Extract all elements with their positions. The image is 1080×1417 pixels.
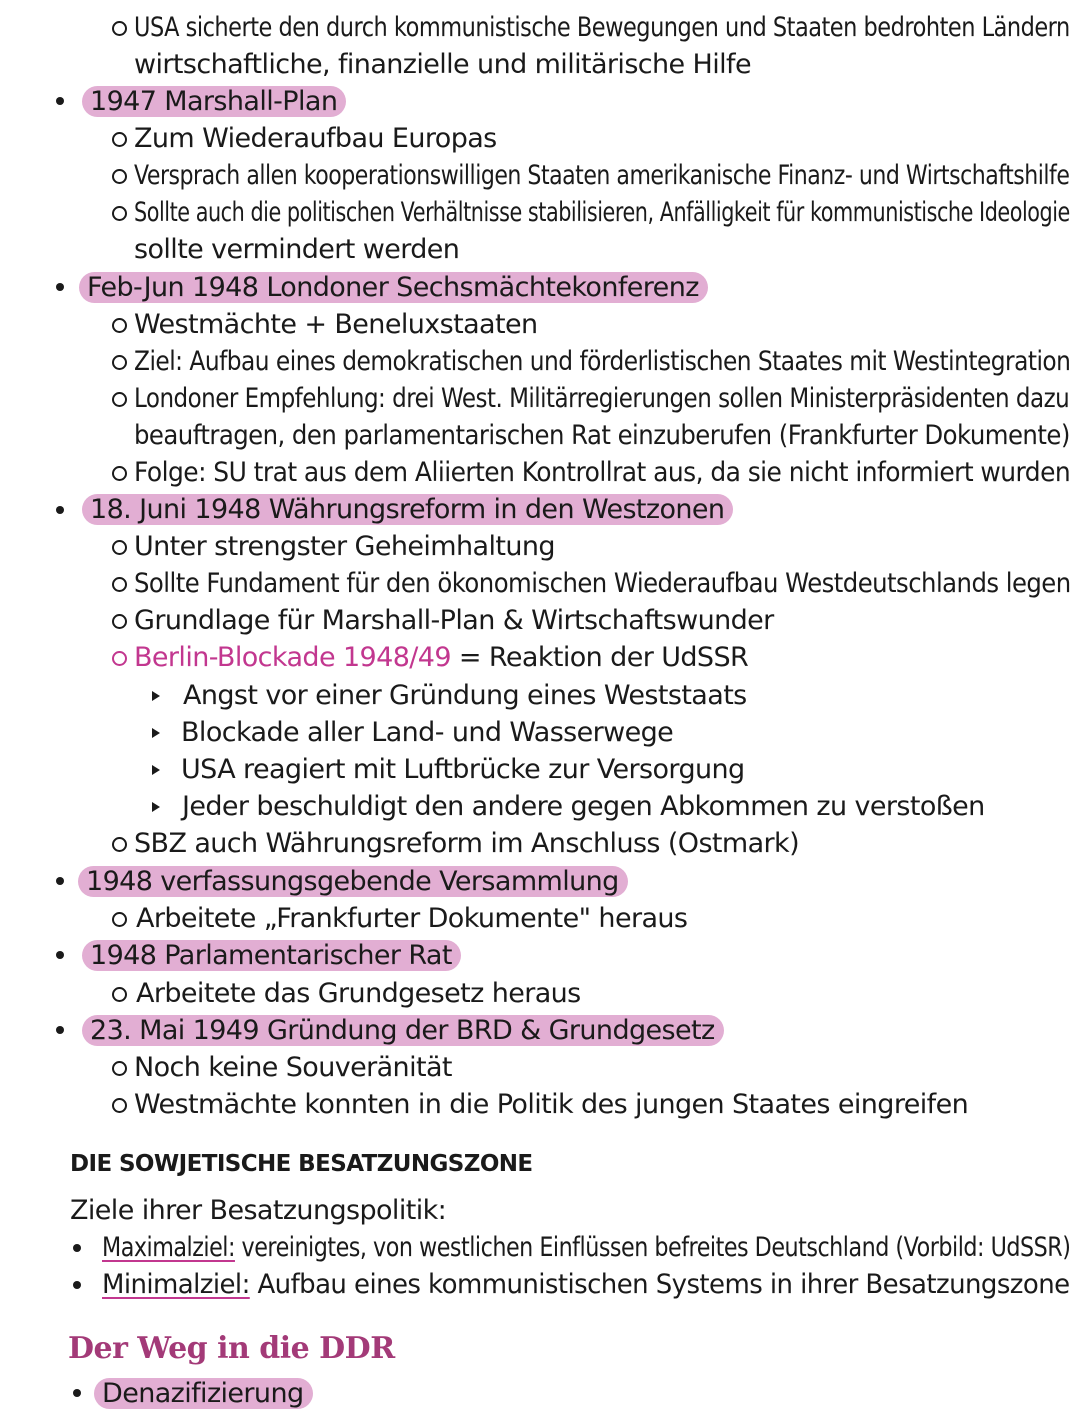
text-line: Sollte auch die politischen Verhältnisse stabilisieren, Anfälligkeit für kommunistische Ideologie (134, 197, 1070, 228)
text-line: sollte vermindert werden (134, 234, 460, 265)
text-line: USA sicherte den durch kommunistische Bewegungen und Staaten bedrohten Ländern (134, 12, 1070, 43)
text-line: beauftragen, den parlamentarischen Rat einzuberufen (Frankfurter Dokumente) (134, 420, 1070, 451)
text-line: Westmächte konnten in die Politik des jungen Staates eingreifen (134, 1089, 969, 1120)
text-line (102, 1229, 1070, 1266)
triangle-bullet-icon (152, 691, 160, 701)
bullet-icon (56, 1026, 64, 1034)
circle-bullet-icon (112, 577, 127, 592)
highlighted-heading-line (90, 491, 733, 528)
circle-bullet-icon (112, 132, 127, 147)
triangle-bullet-icon (152, 728, 160, 738)
text-line: Jeder beschuldigt den andere gegen Abkommen zu verstoßen (182, 791, 985, 822)
text-line: Ziel: Aufbau eines demokratischen und förderlistischen Staates mit Westintegration (134, 346, 1071, 377)
text-line: Grundlage für Marshall-Plan & Wirtschaftswunder (134, 605, 774, 636)
event-constituent-assembly: 1948 verfassungsgebende Versammlung (78, 866, 628, 897)
triangle-bullet-icon (152, 765, 160, 775)
text-line: Unter strengster Geheimhaltung (134, 531, 555, 562)
highlighted-heading-line (90, 937, 461, 974)
berlin-blockade-desc: = Reaktion der UdSSR (450, 642, 749, 673)
triangle-bullet-icon (152, 802, 160, 812)
highlighted-heading-line (102, 1375, 313, 1412)
max-goal-text: vereinigtes, von westlichen Einflüssen befreites Deutschland (Vorbild: UdSSR) (234, 1232, 1071, 1263)
text-line (134, 639, 748, 676)
event-currency-reform: 18. Juni 1948 Währungsreform in den Westzonen (82, 494, 733, 525)
circle-bullet-icon (112, 318, 127, 333)
circle-bullet-icon (112, 540, 127, 555)
highlighted-heading-line (87, 269, 708, 306)
bullet-icon (56, 283, 64, 291)
event-parliamentary-council: 1948 Parlamentarischer Rat (82, 940, 461, 971)
text-line: Ziele ihrer Besatzungspolitik: (70, 1195, 447, 1226)
circle-bullet-icon (112, 169, 127, 184)
circle-bullet-icon (112, 206, 127, 221)
highlighted-heading-line (90, 83, 346, 120)
circle-bullet-icon (112, 355, 127, 370)
event-london-conference: Feb-Jun 1948 Londoner Sechsmächtekonferenz (79, 272, 708, 303)
text-line: Blockade aller Land- und Wasserwege (181, 717, 674, 748)
bullet-icon (56, 97, 64, 105)
circle-bullet-icon (112, 837, 127, 852)
circle-bullet-icon (112, 1098, 127, 1113)
bullet-icon (56, 506, 64, 514)
text-line: Zum Wiederaufbau Europas (134, 123, 497, 154)
highlighted-heading-line (90, 1012, 724, 1049)
berlin-blockade-term: Berlin-Blockade 1948/49 (134, 642, 451, 673)
circle-bullet-icon (112, 466, 127, 481)
circle-bullet-icon (112, 614, 127, 629)
event-marshall-plan: 1947 Marshall-Plan (82, 86, 346, 117)
event-frg-founding: 23. Mai 1949 Gründung der BRD & Grundgesetz (82, 1015, 724, 1046)
bullet-icon (56, 951, 64, 959)
text-line: wirtschaftliche, finanzielle und militärische Hilfe (134, 49, 751, 80)
circle-bullet-icon (112, 1061, 127, 1076)
text-line: Westmächte + Beneluxstaaten (134, 309, 538, 340)
bullet-icon (56, 877, 64, 885)
text-line: SBZ auch Währungsreform im Anschluss (Ostmark) (134, 828, 800, 859)
bullet-icon (73, 1281, 81, 1289)
max-goal-label: Maximalziel: (102, 1232, 235, 1263)
circle-bullet-icon (112, 392, 127, 407)
highlighted-heading-line (86, 863, 628, 900)
text-line: Sollte Fundament für den ökonomischen Wiederaufbau Westdeutschlands legen (134, 568, 1071, 599)
min-goal-text: Aufbau eines kommunistischen Systems in ihrer Besatzungszone (249, 1269, 1070, 1300)
text-line (102, 1266, 1070, 1303)
text-line: Arbeitete das Grundgesetz heraus (136, 978, 581, 1009)
text-line: Londoner Empfehlung: drei West. Militärregierungen sollen Ministerpräsidenten dazu (134, 383, 1070, 414)
min-goal-label: Minimalziel: (102, 1269, 250, 1300)
section-heading-ddr: Der Weg in die DDR (68, 1331, 395, 1366)
text-line: USA reagiert mit Luftbrücke zur Versorgung (181, 754, 745, 785)
circle-bullet-icon (112, 912, 127, 927)
bullet-icon (73, 1244, 81, 1252)
bullet-icon (73, 1389, 81, 1397)
event-denazification: Denazifizierung (94, 1378, 313, 1409)
section-heading-sbz: DIE SOWJETISCHE BESATZUNGSZONE (70, 1151, 533, 1177)
circle-bullet-icon (112, 987, 127, 1002)
text-line: Noch keine Souveränität (134, 1052, 452, 1083)
text-line: Versprach allen kooperationswilligen Staaten amerikanische Finanz- und Wirtschaftshilfe (134, 160, 1070, 191)
text-line: Folge: SU trat aus dem Aliierten Kontrollrat aus, da sie nicht informiert wurden (134, 457, 1071, 488)
circle-bullet-icon (112, 651, 127, 666)
text-line: Arbeitete „Frankfurter Dokumente" heraus (136, 903, 688, 934)
circle-bullet-icon (112, 21, 127, 36)
text-line: Angst vor einer Gründung eines Weststaats (183, 680, 747, 711)
